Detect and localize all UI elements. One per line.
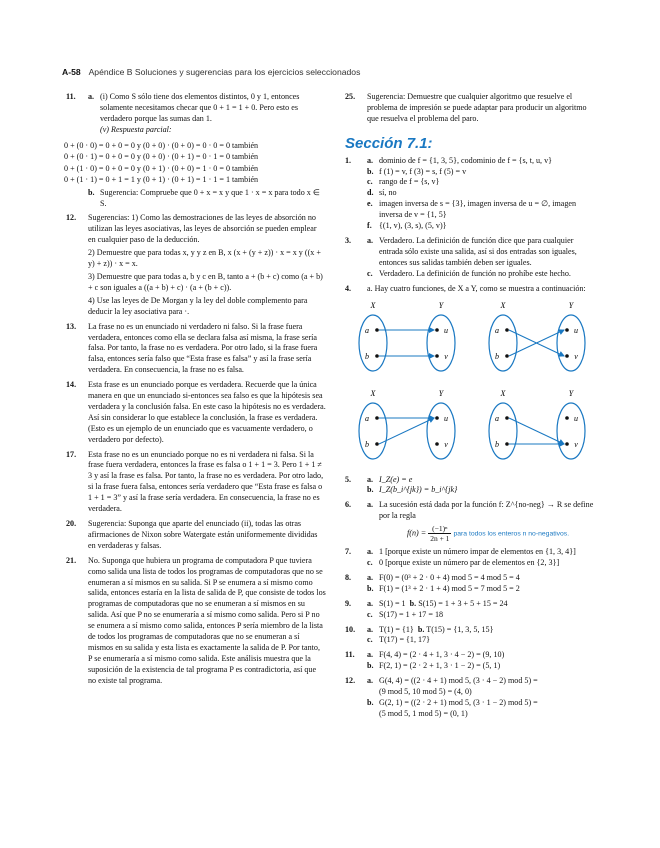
exercise-14: 14. Esta frase es un enunciado porque es verdadera. Recuerde que la única manera en que un enunciado si-entonces sea falso es que la hipótesis sea verdadera y la conclusión falsa. En este caso la hipótesis no es verdadera. Así sin considerar lo que establece la conclusión, la frase es verdadera. (Esto es un ejemplo de un enunciado que es vacuamente verdadero, o verdadero por defecto). [66,380,326,444]
element-u: u [574,325,578,335]
set-y-ellipse [427,403,455,459]
set-y-label: Y [438,388,444,398]
exercise-13: 13. La frase no es un enunciado ni verdadero ni falso. Si la frase fuera verdadera, entonces como ella se declara falsa así misma, la frase sería falsa. Por tanto, la frase no es verdadera. Por otro lado, si la frase fuera falsa, entonces sería falso que “Esta frase es falsa” y así la frase sería verdadera. En consecuencia, la frase no es falsa. [66,321,318,375]
element-dot-a [505,328,509,332]
element-b: b [365,351,369,361]
element-dot-v [435,354,439,358]
set-x-ellipse [359,403,387,459]
element-dot-u [435,328,439,332]
exercise-7-1-7: 7. a. 1 [porque existe un número impar de elementos en {1, 3, 4}] c. 0 [porque existe un número par de elementos en {2, 3}] [345,547,576,568]
page-number: A-58 [62,67,81,77]
element-dot-a [375,416,379,420]
element-a: a [495,413,499,423]
element-u: u [574,413,578,423]
element-dot-u [565,416,569,420]
exercise-7-1-11: 11. a. F(4, 4) = (2 · 4 + 1, 3 · 4 − 2) = (9, 10) b. F(2, 1) = (2 · 2 + 1, 3 · 1 − 2) = (5, 1) [345,650,505,671]
set-x-ellipse [489,403,517,459]
set-y-ellipse [557,403,585,459]
exercise-11: 11. a. (i) Como S sólo tiene dos elementos distintos, 0 y 1, entonces solamente necesitamos checar que 0 + 1 = 1 + 0. Pero esto es verdadero porque las sumas dan 1. (v) Respuesta parcial: [66,92,300,134]
element-v: v [444,439,448,449]
element-dot-u [435,416,439,420]
element-dot-a [505,416,509,420]
set-x-ellipse [489,315,517,371]
element-a: a [365,413,369,423]
element-dot-b [375,442,379,446]
page-header [62,67,360,77]
set-x-label: X [500,300,506,310]
exercise-7-1-3: 3. a. Verdadero. La definición de función dice que para cualquier entrada sólo existe una salida, así si dos entradas son iguales, entonces sus salidas también deben ser iguales. c. Verdadero. La definición de función no prohíbe este hecho. [345,235,577,278]
set-x-ellipse [359,315,387,371]
set-y-ellipse [427,315,455,371]
element-a: a [495,325,499,335]
exercise-7-1-5: 5. a. I_Z(e) = e b. I_Z(b_i^{jk}) = b_i^{jk} [345,474,458,495]
set-y-label: Y [568,300,574,310]
function-diagram-4 [483,387,593,469]
exercise-25: 25. Sugerencia: Demuestre que cualquier algoritmo que resuelve el problema de impresión se puede adaptar para producir un algoritmo que resuelva el problema del paro. [345,92,587,123]
exercise-21: 21. No. Suponga que hubiera un programa de computadora P que tuviera como salida una lista de todos los programas de computadoras que no se enumeran a sí mismos en su salida. Si P se enumera a sí mismo como salida, entonces estaría en la lista de salida de P, que consiste de todos los programas de computadoras que no se enumeran a sí mismos en su salida. Así que P no se enumeraría a sí mismo como salida. Pero si P no se enumera a sí mismo como salida, entonces P sería miembro de la lista de todos los programas de computadoras que no se enumeran a sí mismos en su salida y esta lista es exactamente la salida de P. Por tanto, P se enumeraría a sí mismo como salida. Este análisis muestra que la suposición de la existencia de tal programa P es contradictoria, así que no existe tal programa. [66,555,326,685]
element-dot-b [505,442,509,446]
set-x-label: X [370,388,376,398]
section-title: Sección 7.1: [345,134,433,152]
header-title: Apéndice B Soluciones y sugerencias para los ejercicios seleccionados [88,67,361,77]
exercise-7-1-8: 8. a. F(0) = (0³ + 2 · 0 + 4) mod 5 = 4 mod 5 = 4 b. F(1) = (1³ + 2 · 1 + 4) mod 5 = 7 mod 5 = 2 [345,572,520,593]
element-v: v [574,351,578,361]
set-y-ellipse [557,315,585,371]
exercise-12: 12. Sugerencias: 1) Como las demostraciones de las leyes de absorción no utilizan las leyes asociativas, las leyes de absorción se pueden emplear en cualquier paso de la deducción. 2) Demuestre que para todas x, y y z en B, x (x + (y + z)) · x = x y ((x + y) + z)) · x = x. 3) Demuestre que para todas a, b y c en B, tanto a + (b + c) como (a + b) + c son iguales a ((a + b) + c) · (a + (b + c)). 4) Use las leyes de De Morgan y la ley del doble complemento para deducir la ley asociativa para ·. [66,213,323,316]
set-x-label: X [500,388,506,398]
set-y-label: Y [568,388,574,398]
set-y-label: Y [438,300,444,310]
function-diagrams [345,299,599,469]
element-u: u [444,413,448,423]
element-dot-v [565,442,569,446]
exercise-7-1-10: 10. a. T(1) = {1} b. T(15) = {1, 3, 5, 15} c. T(17) = {1, 17} [345,624,494,645]
exercise-7-1-12: 12. a. G(4, 4) = ((2 · 4 + 1) mod 5, (3 · 4 − 2) mod 5) = (9 mod 5, 10 mod 5) = (4, 0) b. G(2, 1) = ((2 · 2 + 1) mod 5, (3 · 1 − 2) mod 5) = (5 mod 5, 1 mod 5) = (0, 1) [345,676,538,718]
element-dot-a [375,328,379,332]
set-x-label: X [370,300,376,310]
sequence-formula: f(n) = $\frac{\text{(−1)ⁿ}}{2n + 1}$ para todos los enteros n no-negativos. [407,524,570,544]
element-u: u [444,325,448,335]
element-dot-v [565,354,569,358]
element-v: v [444,351,448,361]
element-dot-b [375,354,379,358]
exercise-20: 20. Sugerencia: Suponga que aparte del enunciado (ii), todas las otras afirmaciones de Nixon sobre Watergate están uniformemente divididas en verdaderas y falsas. [66,519,318,550]
function-diagram-1 [353,299,463,381]
element-a: a [365,325,369,335]
exercise-7-1-9: 9. a. S(1) = 1 b. S(15) = 1 + 3 + 5 + 15 = 24 c. S(17) = 1 + 17 = 18 [345,598,508,619]
exercise-7-1-6: 6. a. La sucesión está dada por la función f: Z^{no-neg} → R se define por la regla f(n) = $\frac{\text{(−1)ⁿ}}{2n + 1}$ para todos los enteros n no-negativos. [345,500,599,543]
function-diagram-3 [353,387,463,469]
right-column [345,92,599,724]
element-b: b [495,351,499,361]
element-b: b [365,439,369,449]
left-column: 11. a. (i) Como S sólo tiene dos elementos distintos, 0 y 1, entonces solamente necesitamos checar que 0 + 1 = 1 + 0. Pero esto es verdadero porque las sumas dan 1. (v) Respuesta parcial: 0 + (0 · 0) = 0 + 0 = 0 y (0 + 0) · (0 + 0) = 0 · 0 = 0 también 0 + (0 · 1) = 0 + 0 = 0 y (0 + 0) · (0 + 1) = 0 · 1 = 0 también 0 + (1 · 0) = 0 + 0 = 0 y (0 + 1) · (0 + 0) = 1 · 0 = 0 también 0 + (1 · 1) = 0 + 1 = 1 y (0 + 1) · (0 + 1) = 1 · 1 = 1 también b. Sugerencia: Compruebe que 0 + x = x y que 1 · x = x para todo x ∈ S. 12. Sugerencias: 1) Como las demostraciones de las leyes de absorción no utilizan las leyes asociativas, las leyes de absorción se pueden emplear en cualquier paso de la deducción. 2) Demuestre que para todas x, y y z en B, x (x + (y + z)) · x = x y ((x + y) + z)) · x = x. 3) Demuestre que para todas a, b y c en B, tanto a + (b + c) como (a + b) + c son iguales a ((a + b) + c) · (a + (b + c)). 4) Use las leyes de De Morgan y la ley del doble complemento para deducir la ley asociativa para ·. 13. La frase no es un enunciado ni verdadero ni falso. Si la frase fuera verdadera, entonces como ella se declara falsa así misma, la frase sería falsa. Por tanto, la frase no es verdadera. Por otro lado, si la frase fuera falsa, entonces sería falso que “Esta frase es falsa” y así la frase sería verdadera. En consecuencia, la frase no es falsa. 14. Esta frase es un enunciado porque es verdadera. Recuerde que la única manera en que un enunciado si-entonces sea falso es que la hipótesis sea verdadera y la conclusión falsa. En este caso la hipótesis no es verdadera. Así sin considerar lo que establece la conclusión, la frase es verdadera. (Esto es un ejemplo de un enunciado que es vacuamente verdadero, o verdadero por defecto). 17. Esta frase no es un enunciado porque no es ni verdadera ni falsa. Si la frase fuera verdadera, entonces la frase es falsa o 1 + 1 = 3. Pero 1 + 1 ≠ 3 y así la frase es falsa. Por tanto, la frase no es verdadera. Por otro lado, si la frase fuera falsa, entonces sería verdadero que “Esta frase es falsa o 1 + 1 = 3” y así la frase sería verdadera. En consecuencia, la frase no es verdadera. 20. Sugerencia: Suponga que aparte del enunciado (ii), todas las otras afirmaciones de Nixon sobre Watergate están uniformemente divididas en verdaderas y falsas. 21. No. Suponga que hubiera un programa de computadora P que tuviera como salida una lista de todos los programas de computadoras que no se enumeran a sí mismos en su salida. Si P se enumera a sí mismo como salida, entonces estaría en la lista de salida de P, que consiste de todos los programas de computadoras que no se enumeran a sí mismos en su salida. Así que P no se enumeraría a sí mismo como salida. Pero si P no se enumera a sí mismo como salida, entonces P sería miembro de la lista de todos los programas de computadoras que no se enumeran a sí mismos en su salida y esta lista es exactamente la salida de P. Por tanto, P se enumeraría a sí mismo como salida. Este análisis muestra que la suposición de la existencia de tal programa P es contradictoria, así que no existe tal programa. [64,92,326,685]
function-diagram-2 [483,299,593,381]
exercise-7-1-1: 1. a. dominio de f = {1, 3, 5}, codominio de f = {s, t, u, v} b. f (1) = v, f (3) = s, f (5) = v c. rango de f = {s, v} d. sí, no e. imagen inversa de s = {3}, imagen inversa de u = ∅, imagen inversa de v = {1, 5} f. {(1, v), (3, s), (5, v)} [345,155,577,231]
exercise-7-1-4: 4. a. Hay cuatro funciones, de X a Y, como se muestra a continuación: [345,283,586,293]
element-v: v [574,439,578,449]
element-dot-v [435,442,439,446]
element-b: b [495,439,499,449]
element-dot-u [565,328,569,332]
truth-equations: 0 + (0 · 0) = 0 + 0 = 0 y (0 + 0) · (0 + 0) = 0 · 0 = 0 también 0 + (0 · 1) = 0 + 0 = 0 y (0 + 0) · (0 + 1) = 0 · 1 = 0 también 0 + (1 · 0) = 0 + 0 = 0 y (0 + 1) · (0 + 0) = 1 · 0 = 0 también 0 + (1 · 1) = 0 + 1 = 1 y (0 + 1) · (0 + 1) = 1 · 1 = 1 también [64,140,259,185]
exercise-17: 17. Esta frase no es un enunciado porque no es ni verdadera ni falsa. Si la frase fuera verdadera, entonces la frase es falsa o 1 + 1 = 3. Pero 1 + 1 ≠ 3 y así la frase es falsa. Por tanto, la frase no es verdadera. Por otro lado, si la frase fuera falsa, entonces sería verdadero que “Esta frase es falsa o 1 + 1 = 3” y así la frase sería verdadera. En consecuencia, la frase no es verdadera. [66,449,324,514]
element-dot-b [505,354,509,358]
